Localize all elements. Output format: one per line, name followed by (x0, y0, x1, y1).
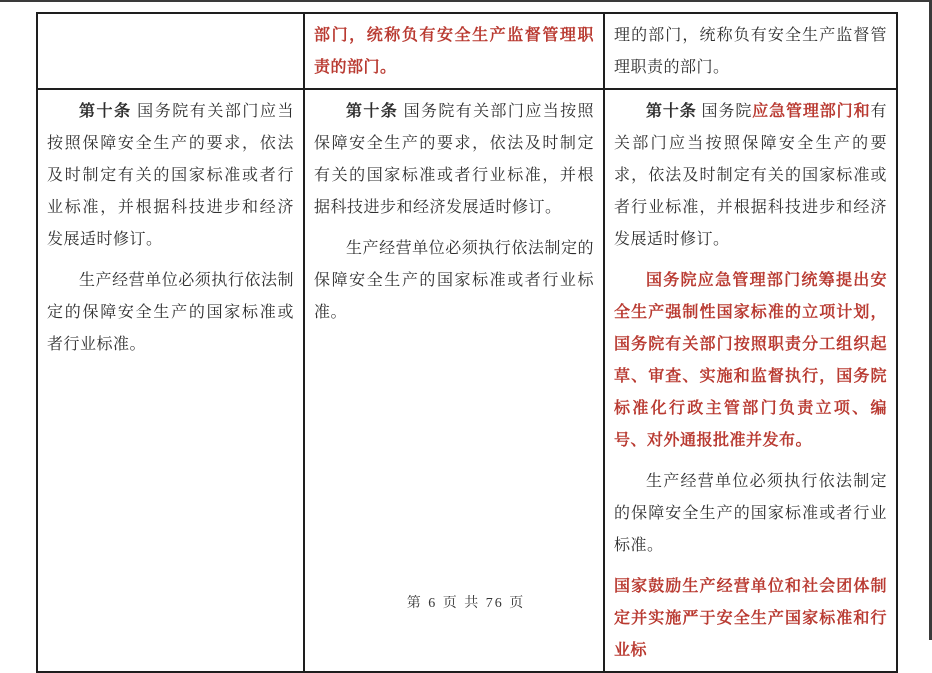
text-run: 理的部门，统称负有安全生产监督管理职责的部门。 (614, 27, 887, 76)
comparison-table (36, 12, 898, 673)
text-run: 第十条 (346, 103, 399, 120)
table-row (37, 13, 897, 89)
text-run: 有关部门应当按照保障安全生产的要求，依法及时制定有关的国家标准或者行业标准，并根据科技进步和经济发展适时修订。 (614, 103, 887, 248)
table-cell-r2-c2 (304, 89, 604, 672)
table-cell-r1-c1 (37, 13, 304, 89)
paragraph (614, 96, 887, 256)
paragraph (47, 96, 294, 256)
page-number-footer: 第 6 页 共 76 页 (406, 596, 526, 611)
paragraph (614, 571, 887, 667)
table-cell-r2-c3 (604, 89, 897, 672)
text-run: 第十条 (646, 103, 697, 120)
text-run: 生产经营单位必须执行依法制定的保障安全生产的国家标准或者行业标准。 (614, 473, 887, 554)
paragraph (47, 265, 294, 361)
revised-text-run: 部门，统称负有安全生产监督管理职责的部门。 (314, 27, 594, 76)
text-run: 国务院有关部门应当按照保障安全生产的要求，依法及时制定有关的国家标准或者行业标准，并根据科技进步和经济发展适时修订。 (47, 103, 294, 248)
text-run: 生产经营单位必须执行依法制定的保障安全生产的国家标准或者行业标准。 (314, 240, 594, 321)
paragraph (614, 265, 887, 457)
table-cell-r1-c3 (604, 13, 897, 89)
revised-text-run: 国务院应急管理部门统筹提出安全生产强制性国家标准的立项计划，国务院有关部门按照职责分工组织起草、审查、实施和监督执行，国务院标准化行政主管部门负责立项、编号、对外通报批准并发布。 (614, 272, 887, 449)
table-row (37, 89, 897, 672)
table-body (37, 13, 897, 672)
table-cell-r2-c1 (37, 89, 304, 672)
page-top-edge-line (0, 0, 932, 2)
text-run: 生产经营单位必须执行依法制定的保障安全生产的国家标准或者行业标准。 (47, 272, 294, 353)
paragraph (314, 233, 594, 329)
paragraph (314, 96, 594, 224)
paragraph (614, 20, 887, 84)
revised-text-run: 应急管理部门和 (752, 103, 871, 120)
revised-text-run: 国家鼓励生产经营单位和社会团体制定并实施严于安全生产国家标准和行业标 (614, 578, 887, 659)
paragraph (314, 20, 594, 84)
text-run: 国务院 (696, 103, 753, 120)
text-run: 第十条 (79, 103, 132, 120)
text-run: 国务院有关部门应当按照保障安全生产的要求，依法及时制定有关的国家标准或者行业标准，并根据科技进步和经济发展适时修订。 (314, 103, 594, 216)
table-cell-r1-c2 (304, 13, 604, 89)
paragraph (614, 466, 887, 562)
